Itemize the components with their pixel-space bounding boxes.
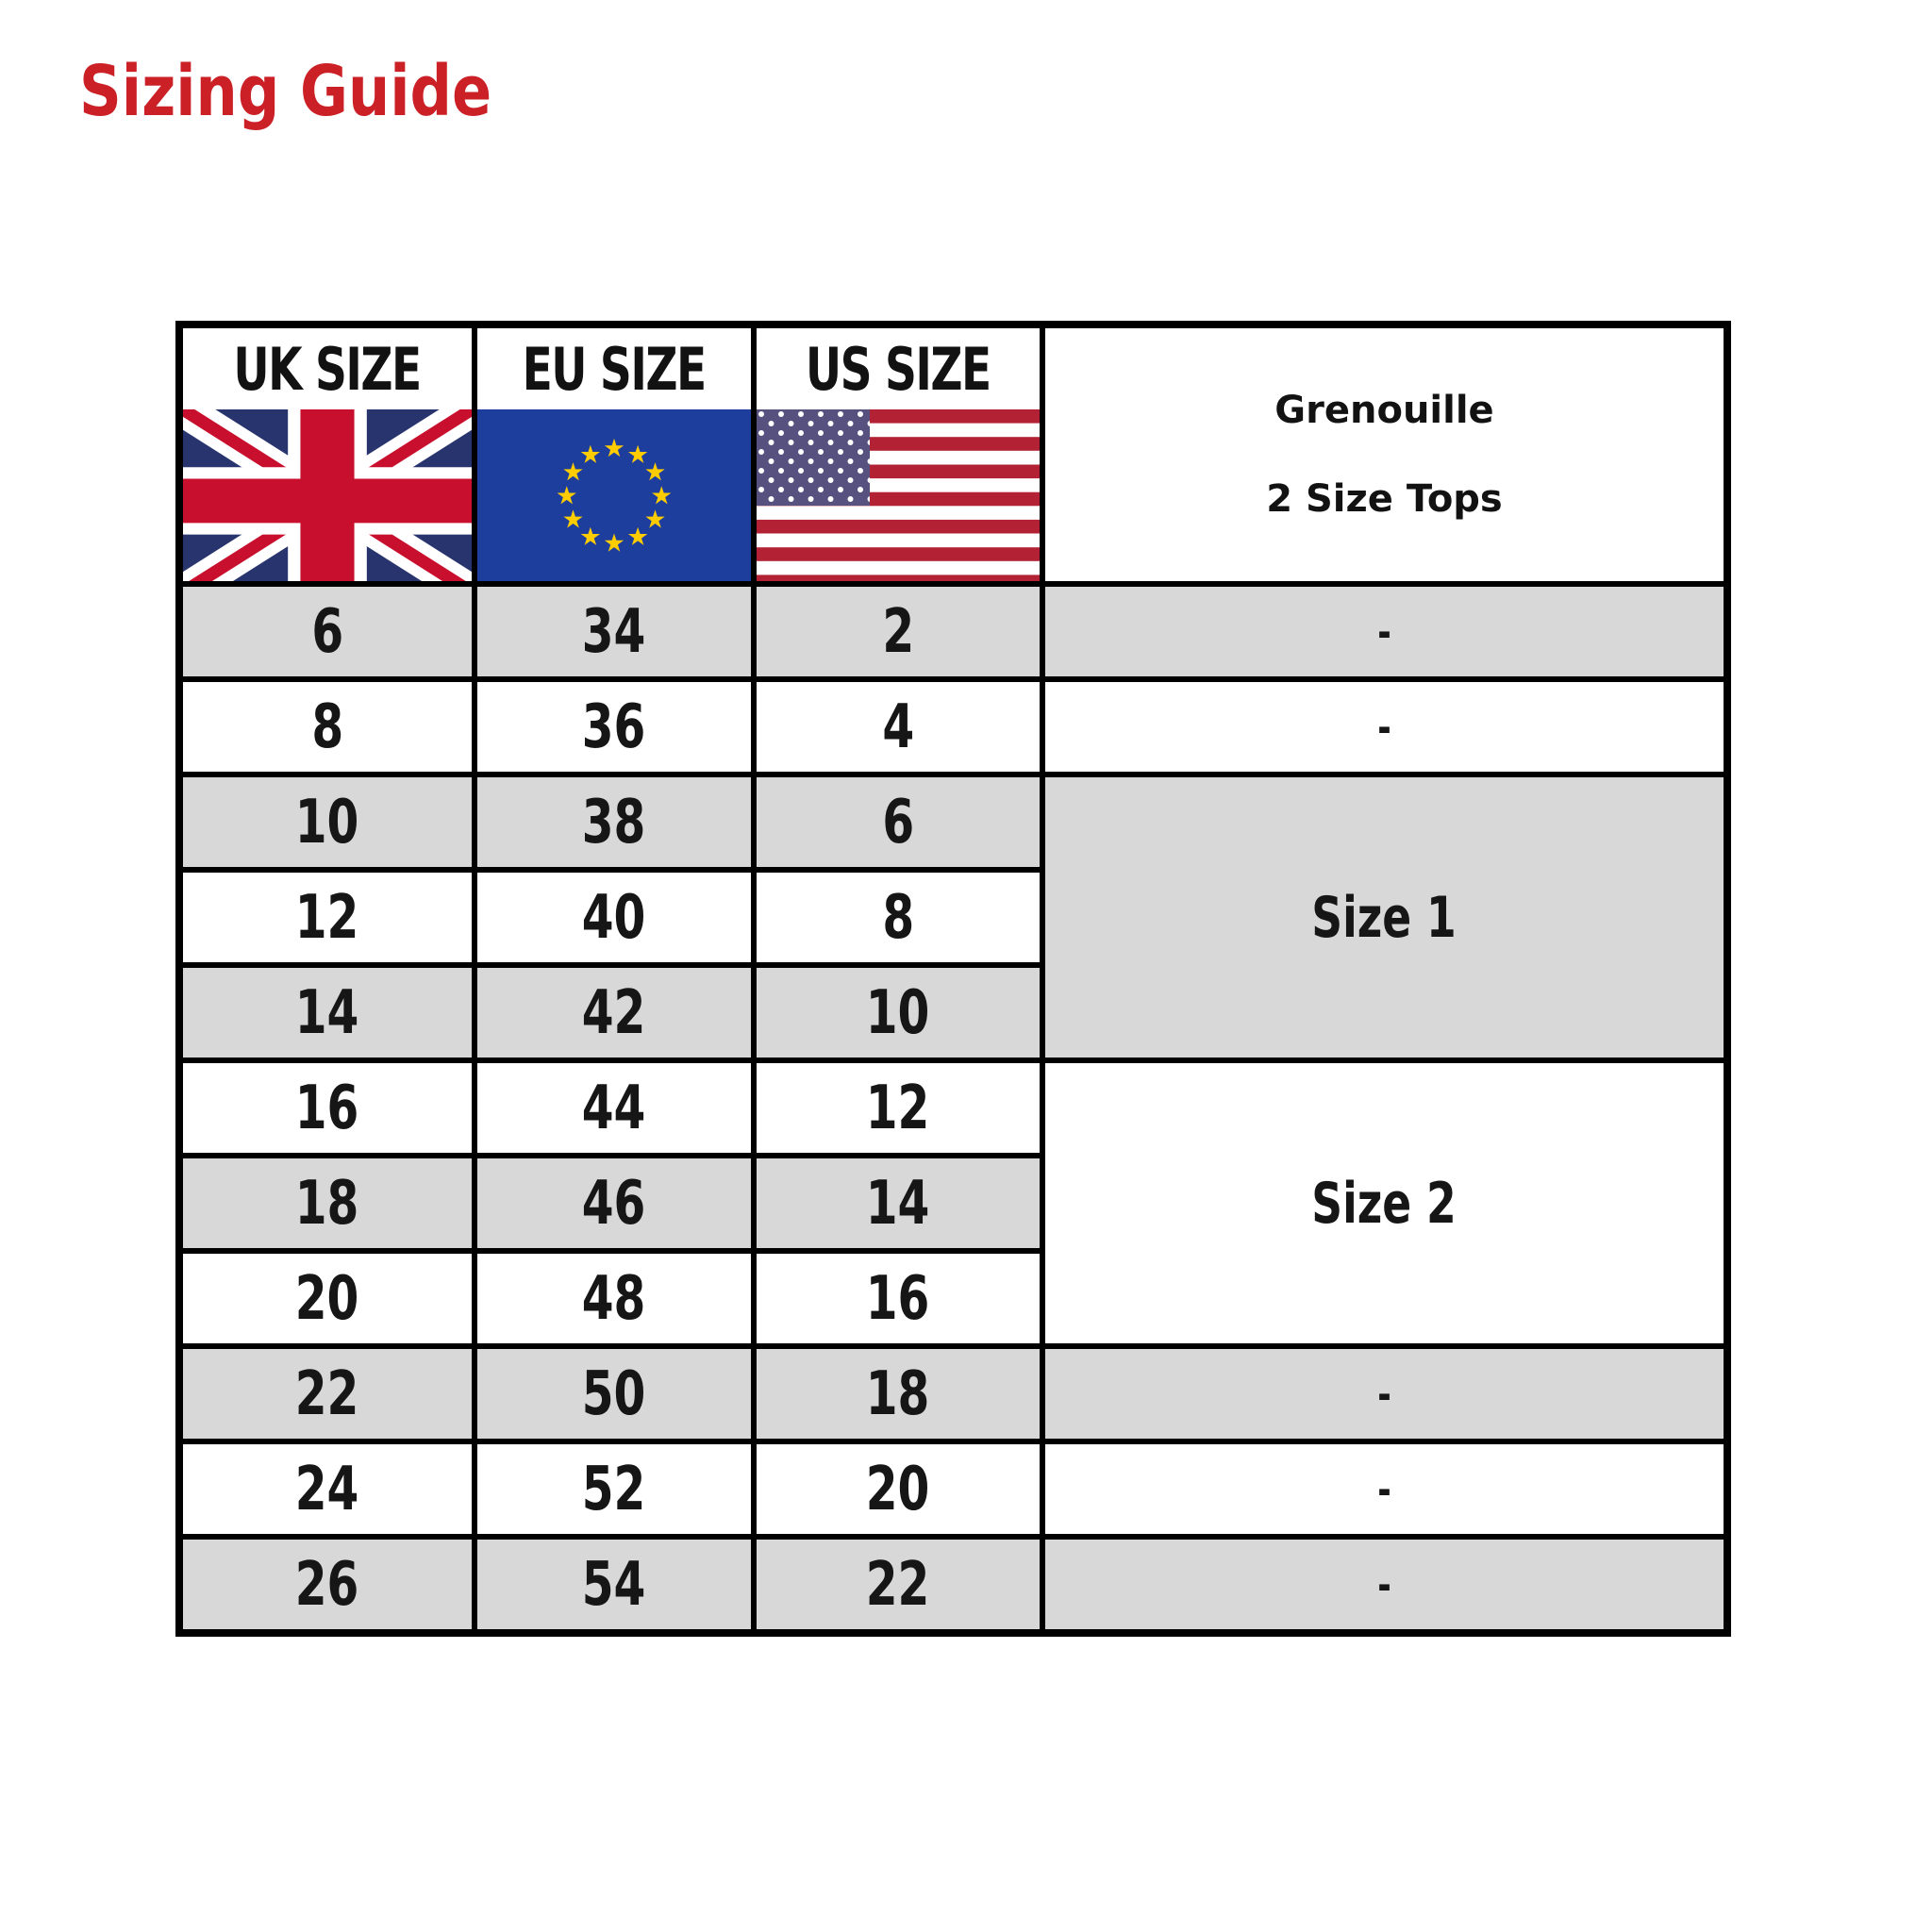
eu-size-cell xyxy=(477,968,751,1058)
eu-size-cell xyxy=(477,682,751,772)
cell-value: 54 xyxy=(582,1549,646,1620)
eu-size-cell xyxy=(477,1254,751,1343)
uk-size-cell xyxy=(183,1063,472,1153)
uk-size-cell xyxy=(183,1158,472,1248)
cell-value: 44 xyxy=(582,1073,646,1143)
cell-value: 26 xyxy=(295,1549,359,1620)
cell-value: - xyxy=(1377,1463,1391,1515)
cell-value: 22 xyxy=(866,1549,930,1620)
cell-value: 18 xyxy=(866,1358,930,1429)
us-size-cell xyxy=(757,777,1040,867)
cell-value: 38 xyxy=(582,787,646,858)
cell-value: 50 xyxy=(582,1358,646,1429)
cell-value: 8 xyxy=(882,882,914,953)
tops-cell xyxy=(1045,1444,1724,1534)
cell-value: 8 xyxy=(311,691,343,762)
us-size-cell xyxy=(757,968,1040,1058)
eu-size-cell xyxy=(477,1444,751,1534)
cell-value: 14 xyxy=(295,977,359,1048)
cell-value: 12 xyxy=(295,882,359,953)
tops-cell xyxy=(1045,682,1724,772)
cell-value: 46 xyxy=(582,1168,646,1239)
uk-size-cell xyxy=(183,1349,472,1439)
cell-value: 36 xyxy=(582,691,646,762)
us-size-label: US SIZE xyxy=(806,334,991,404)
uk-size-header-cell xyxy=(183,328,472,581)
cell-value: 20 xyxy=(866,1454,930,1524)
eu-size-cell xyxy=(477,873,751,962)
tops-cell xyxy=(1045,587,1724,676)
tops-cell-size-1 xyxy=(1045,777,1724,1058)
page-title: Sizing Guide xyxy=(79,51,492,132)
us-size-cell xyxy=(757,1540,1040,1629)
cell-value: 34 xyxy=(582,596,646,667)
cell-value: 16 xyxy=(295,1073,359,1143)
uk-size-label: UK SIZE xyxy=(233,334,422,404)
us-size-cell xyxy=(757,873,1040,962)
us-size-cell xyxy=(757,1158,1040,1248)
brand-subtitle: 2 Size Tops xyxy=(1266,477,1503,521)
tops-cell xyxy=(1045,1540,1724,1629)
cell-value: 10 xyxy=(866,977,930,1048)
uk-size-cell xyxy=(183,873,472,962)
eu-size-label: EU SIZE xyxy=(522,334,707,404)
us-size-cell xyxy=(757,1063,1040,1153)
cell-value: 10 xyxy=(295,787,359,858)
us-size-cell xyxy=(757,1349,1040,1439)
cell-value: Size 1 xyxy=(1311,884,1457,951)
cell-value: 2 xyxy=(882,596,914,667)
eu-size-cell xyxy=(477,1349,751,1439)
eu-size-cell xyxy=(477,777,751,867)
uk-size-cell xyxy=(183,587,472,676)
uk-size-cell xyxy=(183,1444,472,1534)
cell-value: - xyxy=(1377,1368,1391,1420)
us-size-cell xyxy=(757,1254,1040,1343)
eu-size-cell xyxy=(477,1063,751,1153)
eu-size-cell xyxy=(477,1158,751,1248)
uk-size-cell xyxy=(183,1540,472,1629)
brand-name: Grenouille xyxy=(1274,389,1494,432)
eu-flag-icon xyxy=(477,409,751,581)
cell-value: 22 xyxy=(295,1358,359,1429)
uk-size-cell xyxy=(183,682,472,772)
cell-value: 24 xyxy=(295,1454,359,1524)
cell-value: - xyxy=(1377,1558,1391,1610)
cell-value: 42 xyxy=(582,977,646,1048)
cell-value: 14 xyxy=(866,1168,930,1239)
eu-size-cell xyxy=(477,587,751,676)
us-size-header-cell xyxy=(757,328,1040,581)
us-size-cell xyxy=(757,682,1040,772)
cell-value: 12 xyxy=(866,1073,930,1143)
cell-value: 18 xyxy=(295,1168,359,1239)
cell-value: 40 xyxy=(582,882,646,953)
cell-value: Size 2 xyxy=(1311,1170,1457,1237)
tops-cell xyxy=(1045,1349,1724,1439)
us-flag-icon xyxy=(757,409,1040,581)
cell-value: - xyxy=(1377,701,1391,753)
cell-value: 6 xyxy=(311,596,343,667)
cell-value: 16 xyxy=(866,1263,930,1334)
eu-size-header-cell xyxy=(477,328,751,581)
cell-value: 48 xyxy=(582,1263,646,1334)
uk-size-cell xyxy=(183,968,472,1058)
cell-value: 20 xyxy=(295,1263,359,1334)
cell-value: 4 xyxy=(882,691,914,762)
cell-value: - xyxy=(1377,606,1391,658)
tops-cell-size-2 xyxy=(1045,1063,1724,1343)
us-size-cell xyxy=(757,1444,1040,1534)
us-size-cell xyxy=(757,587,1040,676)
sizing-table xyxy=(175,321,1731,1637)
cell-value: 52 xyxy=(582,1454,646,1524)
uk-flag-icon xyxy=(183,409,472,581)
brand-header-cell xyxy=(1045,328,1724,581)
uk-size-cell xyxy=(183,777,472,867)
uk-size-cell xyxy=(183,1254,472,1343)
cell-value: 6 xyxy=(882,787,914,858)
eu-size-cell xyxy=(477,1540,751,1629)
